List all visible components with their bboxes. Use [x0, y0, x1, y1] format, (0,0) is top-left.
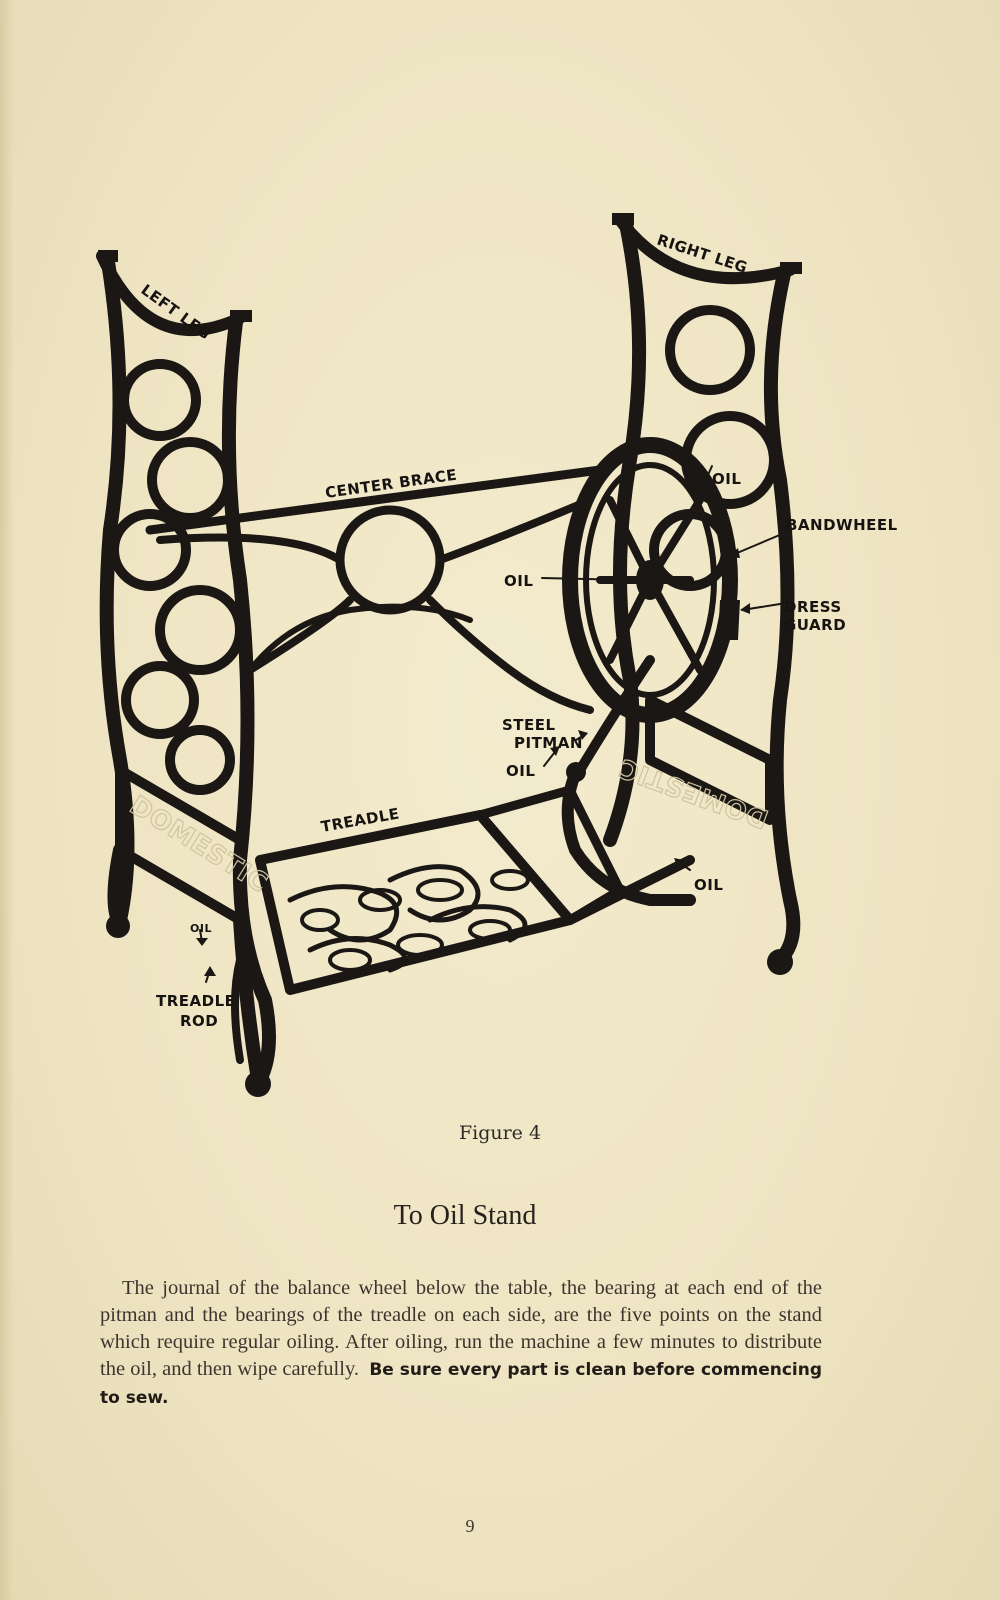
left-leg	[98, 250, 271, 1097]
section-heading: To Oil Stand	[393, 1200, 537, 1231]
stand-drawing	[90, 200, 930, 1120]
label-treadle: TREADLE	[319, 804, 401, 836]
treadle-rod	[235, 960, 240, 1060]
label-oil-hub: OIL	[504, 572, 534, 590]
brand-right: DOMESTIC	[615, 751, 773, 834]
label-treadle-rod-2: ROD	[180, 1012, 219, 1030]
page-number: 9	[465, 1516, 475, 1536]
label-steel-pitman-1: STEEL	[502, 716, 556, 734]
label-oil-pitman: OIL	[506, 762, 536, 780]
label-oil-left: OIL	[190, 922, 212, 935]
label-oil-wheel-top: OIL	[712, 470, 742, 488]
label-bandwheel: BANDWHEEL	[786, 516, 898, 534]
body-bold-text: Be sure every part is clean before commencing to sew.	[100, 1359, 823, 1408]
brand-left: DOMESTIC	[124, 790, 273, 899]
label-center-brace: CENTER BRACE	[324, 465, 459, 502]
label-dress-guard-1: DRESS	[784, 598, 842, 616]
body-regular-text: The journal of the balance wheel below the table, the bearing at each end of the pitman and the bearings of the treadle on each side, are the five points on the stand which require regular oiling. After oiling, run the machine a few minutes to distribute the oil, and then wipe carefully.	[100, 1276, 822, 1380]
label-steel-pitman-2: PITMAN	[514, 734, 583, 752]
label-left-leg: LEFT LEG	[137, 280, 215, 344]
label-oil-right-foot: OIL	[694, 876, 724, 894]
label-right-leg: RIGHT LEG	[654, 230, 750, 277]
section-body	[100, 1275, 822, 1412]
label-dress-guard-2: GUARD	[784, 616, 847, 634]
sewing-stand-illustration	[90, 200, 930, 1120]
label-treadle-rod-1: TREADLE	[156, 992, 236, 1010]
figure-caption: Figure 4	[458, 1122, 542, 1144]
